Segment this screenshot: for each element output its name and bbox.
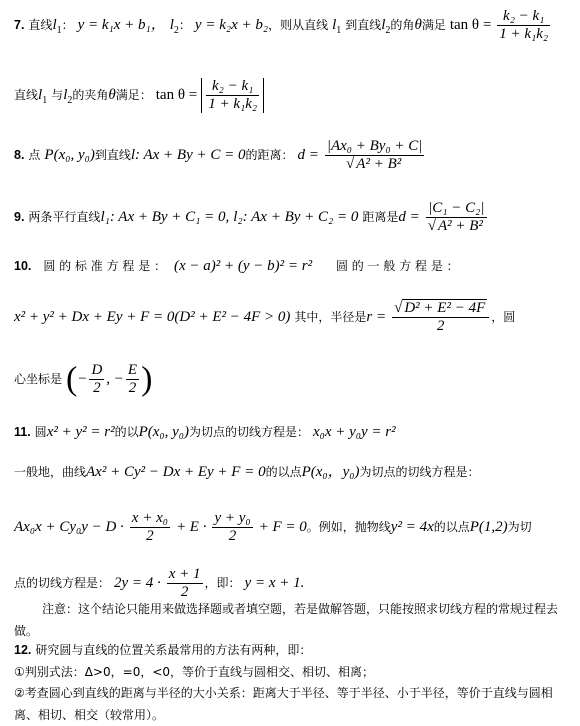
radicand: A² + B² <box>437 218 483 234</box>
item-10-line-1 <box>14 258 459 274</box>
text: 。例如，抛物线 <box>306 520 391 534</box>
curve-equation: Ax² + Cy² − Dx + Ey + F = 0 <box>86 464 266 480</box>
radicand: A² + B² <box>356 156 402 172</box>
text: 到直线 <box>94 148 131 162</box>
fraction-denominator: 2 <box>89 379 104 397</box>
text: 与 <box>51 88 64 102</box>
formula-part: + E · <box>175 519 207 535</box>
line-equation: l: Ax + By + C = 0 <box>130 147 246 163</box>
distance-fraction <box>426 200 487 235</box>
angle-fraction <box>206 78 259 113</box>
l2-symbol: $l_2$ <box>63 87 73 106</box>
x-fraction <box>130 510 170 545</box>
text: 圆 的 一 般 方 程 是 ： <box>335 259 459 273</box>
text: 的以点 <box>433 520 470 534</box>
fraction-denominator: 2 <box>126 379 139 397</box>
text: ： <box>61 18 74 32</box>
text: 点的切线方程是： <box>14 576 111 590</box>
tan-label: tan θ = <box>155 87 198 103</box>
parabola-equation: y² = 4x <box>390 519 434 535</box>
line-2-equation: l₂: Ax + By + C₂ = 0 <box>233 209 359 225</box>
text: 圆 的 标 准 方 程 是 ： <box>43 259 167 273</box>
tan-label: tan θ = <box>449 17 492 33</box>
example-equation: 2y = 4 · <box>114 575 161 591</box>
text: 其中，半径是 <box>294 310 367 324</box>
sqrt: √ D² + E² − 4F <box>394 300 486 316</box>
center-x-fraction <box>89 362 104 397</box>
text: 为切点的切线方程是： <box>359 465 480 479</box>
l2-symbol: $l_2$ <box>381 17 391 36</box>
line-1-equation: y = k₁x + b₁， <box>77 17 166 33</box>
fraction-denominator: 1 + k₁k₂ <box>499 26 549 42</box>
fraction-denominator: 1 + k₁k₂ <box>208 96 258 112</box>
item-8 <box>14 138 426 173</box>
text: 距离是 <box>362 210 399 224</box>
point-p: P(x₀，y₀) <box>301 464 360 480</box>
fraction-numerator: k₂ − k₁ <box>211 78 254 94</box>
item-11-line-4 <box>14 566 304 601</box>
radius-label: r = <box>366 309 387 325</box>
text: 圆 <box>34 425 47 439</box>
fraction-numerator: x + 1 <box>168 566 201 582</box>
distance-label: d = <box>297 147 319 163</box>
tangent-equation: x₀x + y₀y = r² <box>313 424 396 440</box>
circle-equation: x² + y² = r² <box>46 424 115 440</box>
text: 的夹角 <box>72 88 109 102</box>
distance-label: d = <box>398 209 420 225</box>
item-11-line-1 <box>14 424 396 440</box>
text: 为切点的切线方程是： <box>189 425 310 439</box>
minus-sign: − <box>77 371 88 387</box>
text: 点 <box>28 148 41 162</box>
l2-symbol: $l_2$ <box>169 17 179 36</box>
item-number: 10. <box>14 259 32 273</box>
comma-minus: , − <box>106 371 124 387</box>
fraction-denominator: 2 <box>392 317 489 335</box>
point-p: P(1,2) <box>469 519 508 535</box>
method-2: ②考查圆心到直线的距离与半径的大小关系：距离大于半径、等于半径、小于半径，等价于直线与圆相离、相切、相交（较常用）。 <box>14 686 553 722</box>
l1-symbol: $l_1$ <box>38 87 48 106</box>
point-p: P(x₀, y₀) <box>44 147 95 163</box>
standard-equation: (x − a)² + (y − b)² = r² <box>173 258 313 274</box>
fraction-numerator <box>392 300 489 317</box>
item-10-line-2 <box>14 300 515 335</box>
text: 研究圆与直线的位置关系最常用的方法有两种，即： <box>35 643 312 657</box>
fraction-denominator <box>325 155 425 173</box>
sqrt: √ A² + B² <box>427 218 483 234</box>
radius-fraction <box>392 300 489 335</box>
text: . <box>300 575 305 591</box>
item-number: 7. <box>14 18 25 32</box>
point-p: P(x₀, y₀) <box>138 424 189 440</box>
l1-symbol: $l_1$ <box>332 17 342 36</box>
text: 到直线 <box>345 18 382 32</box>
line-2-equation: y = k₂x + b₂ <box>194 17 269 33</box>
item-number: 8. <box>14 148 25 162</box>
example-fraction <box>167 566 203 601</box>
note-paragraph: 注意：这个结论只能用来做选择题或者填空题，若是做解答题，只能按照求切线方程的常规过程去做。 <box>14 602 559 638</box>
fraction-denominator: 2 <box>212 527 252 545</box>
item-11-line-2 <box>14 464 480 480</box>
item-number: 12. <box>14 643 32 657</box>
theta-symbol: θ <box>108 87 116 103</box>
sqrt: √ A² + B² <box>346 156 402 172</box>
text: 直线 <box>28 18 53 32</box>
text: 的以 <box>114 425 139 439</box>
fraction-denominator: 2 <box>130 527 170 545</box>
center-y-fraction <box>126 362 139 397</box>
formula-part: + F = 0 <box>258 519 307 535</box>
text: 的角 <box>390 18 415 32</box>
text: 的以点 <box>265 465 302 479</box>
text: 的距离： <box>245 148 294 162</box>
item-number: 9. <box>14 210 25 224</box>
text: ，即： <box>204 576 241 590</box>
line-1-equation: l₁: Ax + By + C₁ = 0, <box>100 209 230 225</box>
text: ，圆 <box>491 310 516 324</box>
text: 为切 <box>507 520 532 534</box>
text: 满足 <box>421 18 446 32</box>
text: 一般地，曲线 <box>14 465 87 479</box>
l1-symbol: $l_1$ <box>52 17 62 36</box>
fraction-numerator: D <box>91 362 103 378</box>
text: ： <box>178 18 191 32</box>
angle-fraction <box>497 8 550 43</box>
fraction-denominator: 2 <box>167 583 203 601</box>
example-result: y = x + 1 <box>244 575 301 591</box>
item-number: 11. <box>14 425 31 439</box>
fraction-numerator: y + y₀ <box>214 510 251 526</box>
fraction-numerator: k₂ − k₁ <box>503 8 545 24</box>
text: 满足： <box>115 88 152 102</box>
fraction-numerator: E <box>127 362 138 378</box>
distance-fraction <box>325 138 425 173</box>
text: 直线 <box>14 88 39 102</box>
absolute-value <box>201 78 264 113</box>
theta-symbol: θ <box>414 17 422 33</box>
formula-part: Ax₀x + Cy₀y − D · <box>14 519 124 535</box>
text: 两条平行直线 <box>28 210 101 224</box>
item-12-heading <box>14 642 311 658</box>
fraction-numerator: x + x₀ <box>131 510 168 526</box>
fraction-numerator: |Ax₀ + By₀ + C| <box>326 138 423 154</box>
right-paren: ) <box>141 360 153 398</box>
radicand: D² + E² − 4F <box>404 300 486 316</box>
general-equation: x² + y² + Dx + Ey + F = 0(D² + E² − 4F > 0) <box>14 309 291 325</box>
item-10-line-3 <box>14 362 152 397</box>
fraction-denominator <box>426 217 487 235</box>
text: 心坐标是 <box>14 372 63 386</box>
y-fraction <box>212 510 252 545</box>
item-7-line-1 <box>14 8 552 43</box>
item-7-line-2 <box>14 78 264 113</box>
item-9 <box>14 200 489 235</box>
fraction-numerator: |C₁ − C₂| <box>428 200 485 216</box>
left-paren: ( <box>66 360 78 398</box>
method-1: ①判别式法：Δ>0，=0，<0，等价于直线与圆相交、相切、相离； <box>14 665 375 679</box>
item-11-line-3 <box>14 510 532 545</box>
text: ，则从直线 <box>268 18 329 32</box>
